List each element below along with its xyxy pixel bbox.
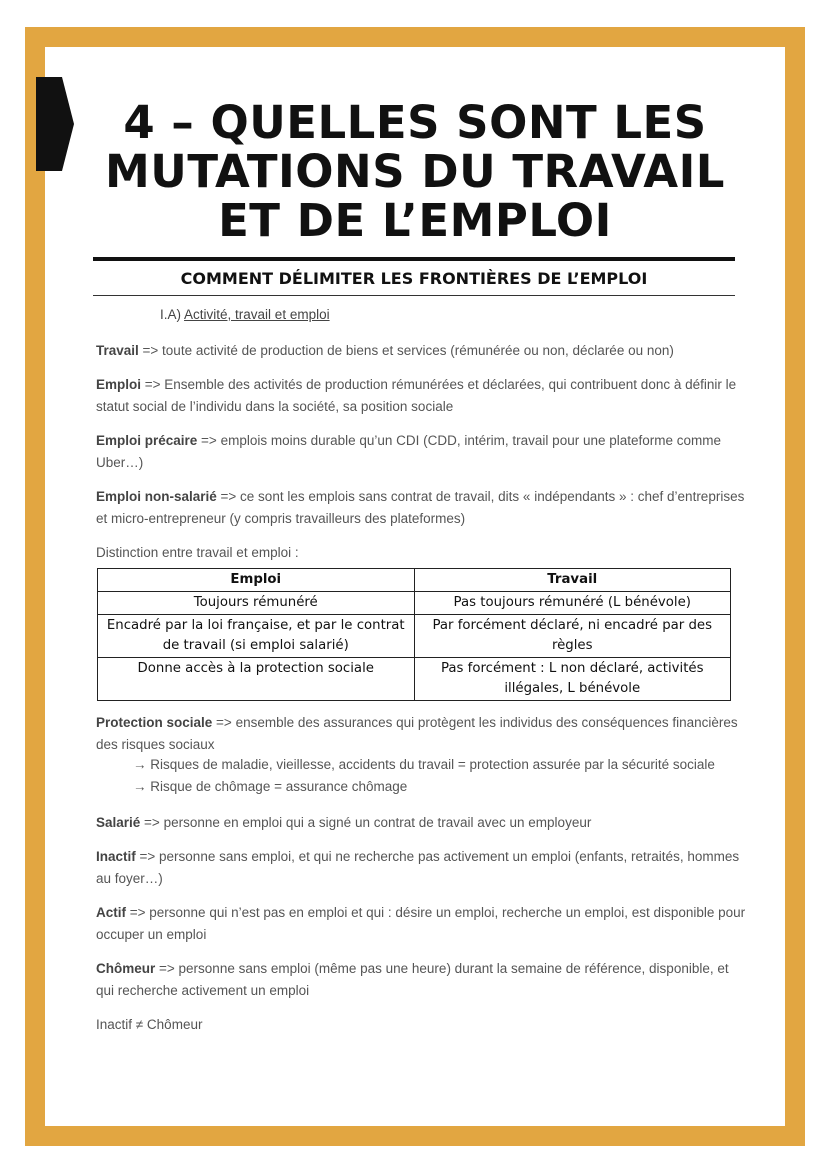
- table-cell: Toujours rémunéré: [98, 592, 415, 615]
- comparison-table: [97, 568, 731, 701]
- definition-text: => personne sans emploi, et qui ne recherche pas activement un emploi (enfants, retraités, hommes au foyer…): [96, 849, 740, 886]
- definition-text: => ce sont les emplois sans contrat de travail, dits « indépendants » : chef d’entreprises et micro-entrepreneur (y compris travailleurs des plateformes): [96, 489, 745, 526]
- table-row: [98, 658, 731, 701]
- bullet-item: → Risques de maladie, vieillesse, accidents du travail = protection assurée par la sécurité sociale: [133, 757, 715, 772]
- table-cell: Pas toujours rémunéré (L bénévole): [414, 592, 731, 615]
- column-header-travail: Travail: [414, 569, 731, 592]
- table-cell: Encadré par la loi française, et par le contrat de travail (si emploi salarié): [98, 615, 415, 658]
- definition-travail: [96, 340, 746, 362]
- definition-inactif: [96, 846, 746, 890]
- section-title: [160, 307, 330, 322]
- definition-text: => personne qui n’est pas en emploi et qui : désire un emploi, recherche un emploi, est disponible pour occuper un emploi: [96, 905, 746, 942]
- table-cell: Pas forcément : L non déclaré, activités illégales, L bénévole: [414, 658, 731, 701]
- table-row: [98, 592, 731, 615]
- definition-text: => ensemble des assurances qui protègent les individus des conséquences financières des risques sociaux: [96, 715, 738, 752]
- definition-text: => personne en emploi qui a signé un contrat de travail avec un employeur: [140, 815, 592, 830]
- page-title: 4 – QUELLES SONT LES MUTATIONS DU TRAVAIL ET DE L’EMPLOI: [105, 96, 725, 247]
- section-number: I.A): [160, 307, 182, 322]
- table-header-row: [98, 569, 731, 592]
- definition-term: Salarié: [96, 815, 141, 830]
- definition-term: Actif: [96, 905, 126, 920]
- definition-term: Emploi précaire: [96, 433, 198, 448]
- definition-text: => toute activité de production de biens et services (rémunérée ou non, déclarée ou non): [138, 343, 674, 358]
- title-divider: [93, 257, 735, 261]
- bookmark-tab-icon: [36, 77, 74, 171]
- distinction-label: Distinction entre travail et emploi :: [96, 545, 299, 560]
- definition-actif: [96, 902, 746, 946]
- closing-note: Inactif ≠ Chômeur: [96, 1017, 203, 1032]
- definition-emploi-non-salarie: [96, 486, 746, 530]
- definition-text: => personne sans emploi (même pas une heure) durant la semaine de référence, disponible, et qui recherche activement un emploi: [96, 961, 729, 998]
- table-cell: Donne accès à la protection sociale: [98, 658, 415, 701]
- section-title-text: Activité, travail et emploi: [184, 307, 330, 322]
- definition-term: Chômeur: [96, 961, 156, 976]
- definition-text: => emplois moins durable qu’un CDI (CDD, intérim, travail pour une plateforme comme Uber…): [96, 433, 722, 470]
- column-header-emploi: Emploi: [98, 569, 415, 592]
- bullet-item: → Risque de chômage = assurance chômage: [133, 779, 408, 794]
- table-row: [98, 615, 731, 658]
- definition-salarie: [96, 812, 746, 834]
- heading-divider: [93, 295, 735, 296]
- section-heading: COMMENT DÉLIMITER LES FRONTIÈRES DE L’EMPLOI: [180, 269, 648, 288]
- definition-emploi: [96, 374, 746, 418]
- table-cell: Par forcément déclaré, ni encadré par des règles: [414, 615, 731, 658]
- definition-text: => Ensemble des activités de production rémunérées et déclarées, qui contribuent donc à définir le statut social de l’individu dans la société, sa position sociale: [96, 377, 737, 414]
- definition-term: Inactif: [96, 849, 136, 864]
- definition-emploi-precaire: [96, 430, 746, 474]
- definition-protection-sociale: [96, 712, 746, 756]
- definition-term: Emploi non-salarié: [96, 489, 217, 504]
- definition-chomeur: [96, 958, 746, 1002]
- definition-term: Protection sociale: [96, 715, 213, 730]
- definition-term: Travail: [96, 343, 139, 358]
- definition-term: Emploi: [96, 377, 142, 392]
